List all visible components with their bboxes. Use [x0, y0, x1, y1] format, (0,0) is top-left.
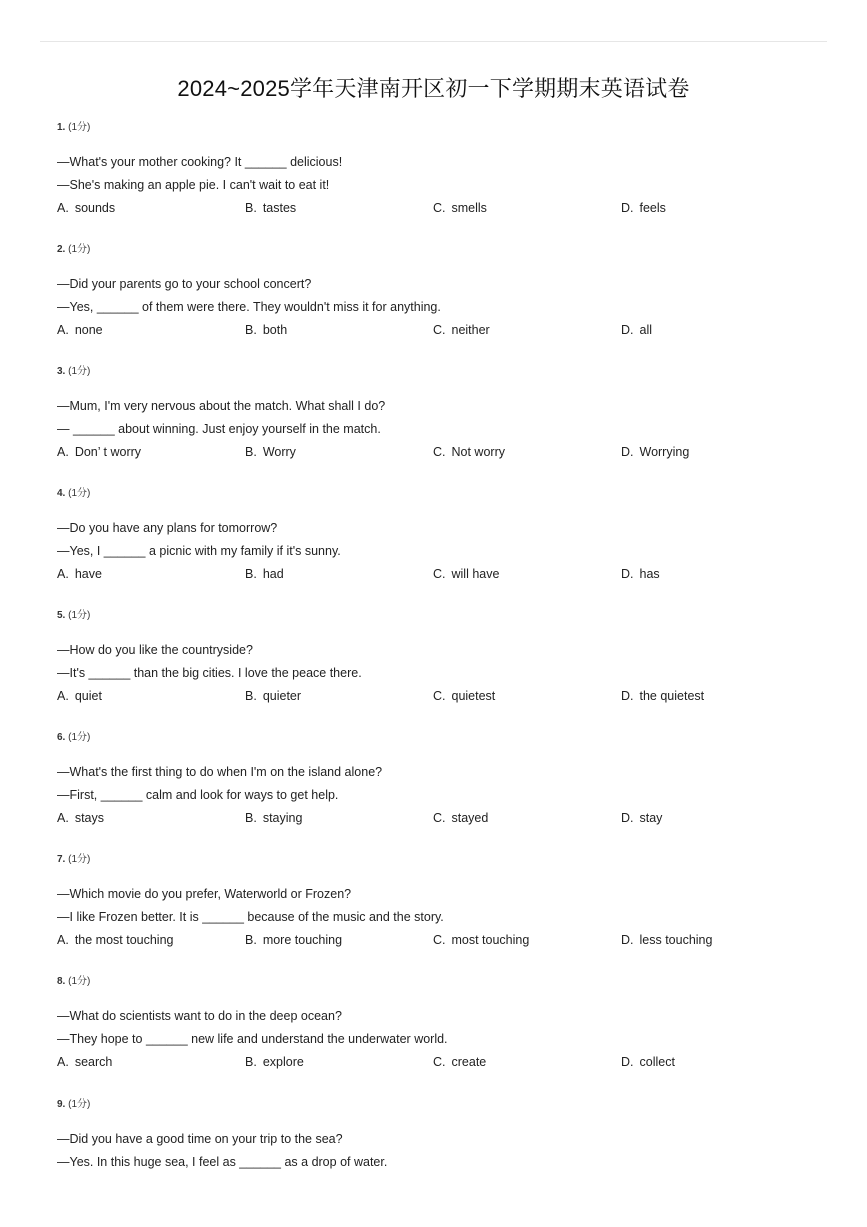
option-letter: B. [245, 1055, 257, 1069]
option-text: the most touching [74, 933, 174, 947]
question-score: (1分) [68, 1099, 91, 1110]
option-letter: A. [57, 689, 69, 703]
option-letter: A. [57, 933, 69, 947]
dialogue-line: —Do you have any plans for tomorrow? [57, 521, 278, 535]
question-header [57, 244, 827, 256]
option-letter: B. [245, 689, 257, 703]
option-text: quietest [451, 689, 496, 703]
question-score: (1分) [68, 122, 91, 133]
option-text: Don’ t worry [74, 445, 142, 459]
dialogue-line: — ______ about winning. Just enjoy yourself in the match. [57, 422, 381, 436]
option-letter: C. [433, 811, 446, 825]
question-score: (1分) [68, 488, 91, 499]
option-c[interactable] [433, 929, 529, 952]
option-text: explore [262, 1055, 304, 1069]
option-a[interactable] [57, 197, 115, 220]
option-b[interactable] [245, 685, 301, 708]
option-a[interactable] [57, 1051, 112, 1074]
option-d[interactable] [621, 319, 652, 342]
option-c[interactable] [433, 807, 488, 830]
option-text: less touching [639, 933, 713, 947]
option-letter: A. [57, 323, 69, 337]
question-3 [57, 366, 827, 464]
option-letter: D. [621, 933, 634, 947]
question-score: (1分) [68, 854, 91, 865]
question-header [57, 610, 827, 622]
answer-options [57, 319, 827, 342]
question-score: (1分) [68, 366, 91, 377]
question-number: 3. [57, 366, 66, 377]
question-6 [57, 732, 827, 830]
option-letter: D. [621, 445, 634, 459]
option-a[interactable] [57, 685, 102, 708]
option-b[interactable] [245, 441, 296, 464]
dialogue-line: —What do scientists want to do in the deep ocean? [57, 1009, 342, 1023]
option-text: quiet [74, 689, 102, 703]
question-header [57, 488, 827, 500]
option-c[interactable] [433, 197, 487, 220]
question-7 [57, 854, 827, 952]
page-title: 2024~2025学年天津南开区初一下学期期末英语试卷 [177, 76, 690, 101]
option-text: Not worry [451, 445, 505, 459]
option-text: neither [451, 323, 490, 337]
option-text: the quietest [639, 689, 705, 703]
dialogue-line: —What's the first thing to do when I'm on the island alone? [57, 765, 383, 779]
dialogue-line: —What's your mother cooking? It ______ delicious! [57, 155, 343, 169]
option-text: feels [639, 201, 666, 215]
option-d[interactable] [621, 197, 666, 220]
option-letter: C. [433, 933, 446, 947]
option-d[interactable] [621, 563, 660, 586]
question-number: 4. [57, 488, 66, 499]
option-text: more touching [262, 933, 343, 947]
question-header [57, 854, 827, 866]
option-text: have [74, 567, 102, 581]
question-number: 2. [57, 244, 66, 255]
option-letter: D. [621, 689, 634, 703]
option-text: quieter [262, 689, 302, 703]
dialogue-line: —They hope to ______ new life and understand the underwater world. [57, 1032, 448, 1046]
option-letter: C. [433, 445, 446, 459]
option-letter: A. [57, 201, 69, 215]
option-a[interactable] [57, 929, 173, 952]
option-c[interactable] [433, 441, 505, 464]
option-letter: D. [621, 1055, 634, 1069]
option-letter: B. [245, 567, 257, 581]
question-4 [57, 488, 827, 586]
option-text: stays [74, 811, 104, 825]
option-c[interactable] [433, 1051, 486, 1074]
option-text: will have [451, 567, 500, 581]
question-number: 7. [57, 854, 66, 865]
dialogue-line: —Yes. In this huge sea, I feel as ______ as a drop of water. [57, 1155, 388, 1169]
answer-options [57, 929, 827, 952]
answer-options [57, 1051, 827, 1074]
option-a[interactable] [57, 563, 102, 586]
option-letter: D. [621, 323, 634, 337]
question-score: (1分) [68, 732, 91, 743]
option-text: has [639, 567, 660, 581]
option-d[interactable] [621, 807, 662, 830]
option-letter: C. [433, 689, 446, 703]
option-d[interactable] [621, 929, 712, 952]
option-b[interactable] [245, 197, 296, 220]
option-letter: C. [433, 201, 446, 215]
option-letter: B. [245, 323, 257, 337]
option-text: most touching [451, 933, 530, 947]
option-a[interactable] [57, 807, 104, 830]
option-text: create [451, 1055, 487, 1069]
option-letter: D. [621, 567, 634, 581]
dialogue-line: —Mum, I'm very nervous about the match. What shall I do? [57, 399, 386, 413]
question-header [57, 976, 827, 988]
option-c[interactable] [433, 319, 490, 342]
question-number: 6. [57, 732, 66, 743]
option-letter: B. [245, 933, 257, 947]
option-d[interactable] [621, 441, 689, 464]
dialogue-line: —Did you have a good time on your trip to the sea? [57, 1132, 343, 1146]
question-2 [57, 244, 827, 342]
dialogue-line: —First, ______ calm and look for ways to get help. [57, 788, 339, 802]
option-text: search [74, 1055, 113, 1069]
option-b[interactable] [245, 807, 302, 830]
option-letter: D. [621, 811, 634, 825]
option-text: stay [639, 811, 663, 825]
option-b[interactable] [245, 563, 284, 586]
dialogue-line: —Which movie do you prefer, Waterworld or Frozen? [57, 887, 352, 901]
option-text: staying [262, 811, 303, 825]
dialogue-line: —Yes, I ______ a picnic with my family if it's sunny. [57, 544, 341, 558]
answer-options [57, 807, 827, 830]
option-c[interactable] [433, 685, 495, 708]
question-header [57, 366, 827, 378]
option-letter: C. [433, 1055, 446, 1069]
answer-options [57, 685, 827, 708]
dialogue-line: —How do you like the countryside? [57, 643, 253, 657]
option-text: sounds [74, 201, 116, 215]
answer-options [57, 441, 827, 464]
option-b[interactable] [245, 929, 342, 952]
question-score: (1分) [68, 610, 91, 621]
option-letter: A. [57, 445, 69, 459]
option-letter: B. [245, 201, 257, 215]
question-header [57, 1099, 827, 1111]
option-letter: A. [57, 1055, 69, 1069]
option-letter: B. [245, 811, 257, 825]
option-letter: C. [433, 323, 446, 337]
dialogue-line: —Yes, ______ of them were there. They wouldn't miss it for anything. [57, 300, 441, 314]
option-text: tastes [262, 201, 297, 215]
dialogue-line: —Did your parents go to your school concert? [57, 277, 312, 291]
question-score: (1分) [68, 244, 91, 255]
option-letter: C. [433, 567, 446, 581]
dialogue-line: —She's making an apple pie. I can't wait to eat it! [57, 178, 330, 192]
option-a[interactable] [57, 319, 103, 342]
dialogue-line: —I like Frozen better. It is ______ because of the music and the story. [57, 910, 444, 924]
option-c[interactable] [433, 563, 499, 586]
question-number: 9. [57, 1099, 66, 1110]
answer-options [57, 197, 827, 220]
option-letter: A. [57, 567, 69, 581]
option-text: smells [451, 201, 487, 215]
option-b[interactable] [245, 319, 287, 342]
option-letter: A. [57, 811, 69, 825]
option-b[interactable] [245, 1051, 304, 1074]
option-text: collect [639, 1055, 675, 1069]
question-8 [57, 976, 827, 1074]
option-text: stayed [451, 811, 489, 825]
header-divider [40, 41, 827, 42]
question-5 [57, 610, 827, 708]
option-letter: B. [245, 445, 257, 459]
option-text: both [262, 323, 288, 337]
option-text: Worry [262, 445, 296, 459]
option-text: Worrying [639, 445, 690, 459]
option-letter: D. [621, 201, 634, 215]
option-text: had [262, 567, 284, 581]
question-score: (1分) [68, 976, 91, 987]
question-number: 5. [57, 610, 66, 621]
option-a[interactable] [57, 441, 141, 464]
option-text: all [639, 323, 653, 337]
question-header [57, 732, 827, 744]
dialogue-line: —It's ______ than the big cities. I love the peace there. [57, 666, 362, 680]
question-number: 1. [57, 122, 66, 133]
answer-options [57, 563, 827, 586]
question-1 [57, 122, 827, 220]
option-d[interactable] [621, 1051, 675, 1074]
option-d[interactable] [621, 685, 704, 708]
question-number: 8. [57, 976, 66, 987]
option-text: none [74, 323, 103, 337]
question-header [57, 122, 827, 134]
question-9 [57, 1099, 827, 1174]
